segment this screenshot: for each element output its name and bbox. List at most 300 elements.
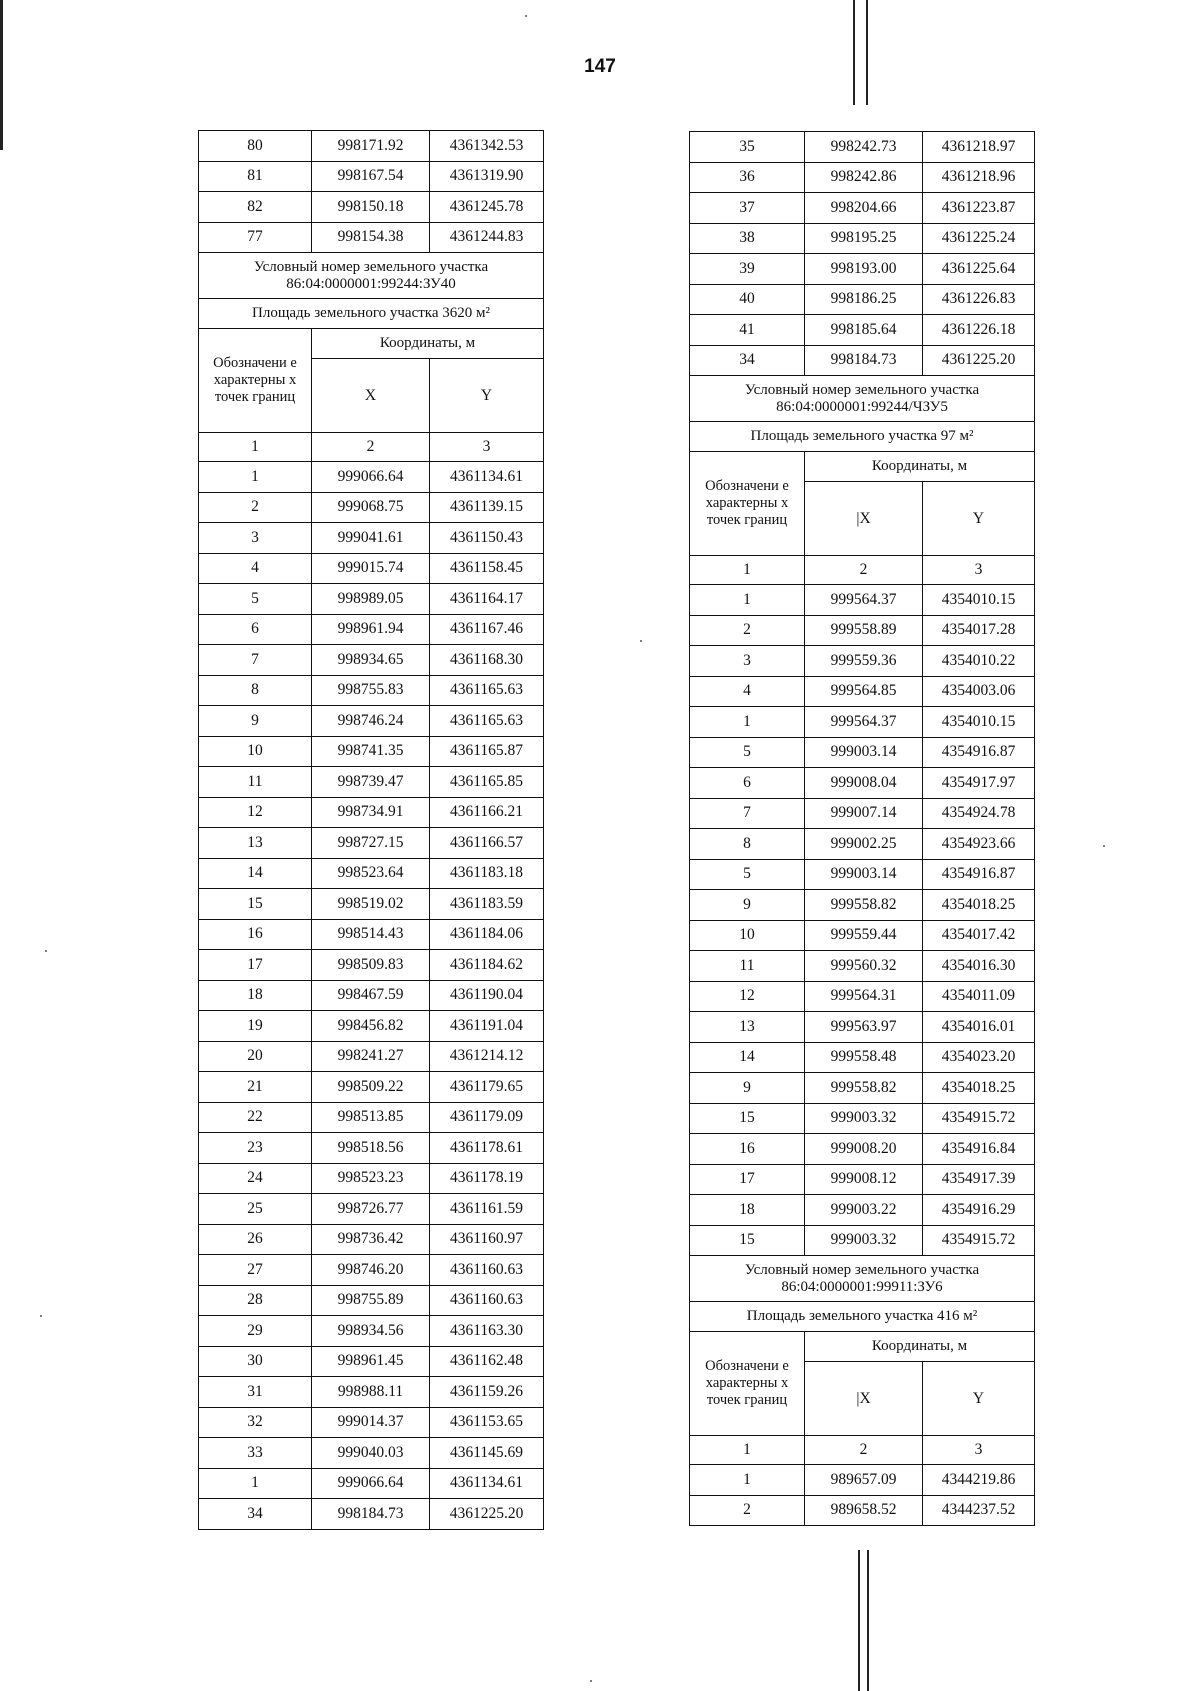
coordinate-x: 999007.14 (805, 798, 923, 829)
point-number: 9 (199, 706, 312, 737)
coordinate-x: 999003.32 (805, 1103, 923, 1134)
coordinate-y: 4361166.57 (430, 828, 544, 859)
coordinate-x: 998518.56 (312, 1133, 430, 1164)
coordinate-y: 4361159.26 (430, 1377, 544, 1408)
header-designation: Обозначени е характерны х точек границ (199, 329, 312, 433)
table-row (199, 767, 544, 798)
table-row (690, 646, 1035, 677)
table-row (199, 161, 544, 192)
coordinate-x: 998961.45 (312, 1346, 430, 1377)
table-row (690, 585, 1035, 616)
coordinate-y: 4361183.18 (430, 858, 544, 889)
coordinate-x: 998746.24 (312, 706, 430, 737)
coordinate-x: 999014.37 (312, 1407, 430, 1438)
table-row (690, 223, 1035, 254)
point-number: 5 (199, 584, 312, 615)
coordinate-y: 4361160.97 (430, 1224, 544, 1255)
right-coordinates-table (689, 131, 1035, 1526)
coordinate-x: 998167.54 (312, 161, 430, 192)
column-number: 3 (923, 1436, 1035, 1465)
column-number: 1 (199, 433, 312, 462)
coordinate-y: 4361165.63 (430, 675, 544, 706)
table-row (199, 675, 544, 706)
coordinate-x: 998523.23 (312, 1163, 430, 1194)
parcel-area-row (690, 1302, 1035, 1332)
coordinate-y: 4361153.65 (430, 1407, 544, 1438)
point-number: 10 (199, 736, 312, 767)
coordinate-x: 999008.12 (805, 1164, 923, 1195)
table-row (199, 1346, 544, 1377)
table-row (690, 162, 1035, 193)
point-number: 14 (690, 1042, 805, 1073)
point-number: 1 (690, 585, 805, 616)
point-number: 24 (199, 1163, 312, 1194)
parcel-area: Площадь земельного участка 3620 м² (199, 299, 544, 329)
coordinate-y: 4354016.30 (923, 951, 1035, 982)
table-row (690, 859, 1035, 890)
table-row (690, 1042, 1035, 1073)
point-number: 1 (199, 1468, 312, 1499)
table-row (690, 1195, 1035, 1226)
point-number: 40 (690, 284, 805, 315)
coordinate-y: 4361190.04 (430, 980, 544, 1011)
point-number: 13 (690, 1012, 805, 1043)
scan-binding-line (858, 1550, 860, 1691)
coordinate-x: 999558.89 (805, 615, 923, 646)
point-number: 32 (199, 1407, 312, 1438)
page-number: 147 (584, 56, 616, 77)
point-number: 5 (690, 737, 805, 768)
point-number: 1 (199, 462, 312, 493)
coordinate-y: 4361218.97 (923, 132, 1035, 163)
table-row (199, 584, 544, 615)
coordinate-y: 4361165.85 (430, 767, 544, 798)
table-row (690, 315, 1035, 346)
column-number: 3 (923, 556, 1035, 585)
table-row (690, 1012, 1035, 1043)
coordinate-y: 4361319.90 (430, 161, 544, 192)
header-y: Y (430, 359, 544, 433)
coordinate-x: 998739.47 (312, 767, 430, 798)
point-number: 81 (199, 161, 312, 192)
scan-speck (40, 1315, 42, 1317)
coordinate-x: 999068.75 (312, 492, 430, 523)
coordinate-y: 4361179.65 (430, 1072, 544, 1103)
coordinate-x: 999003.32 (805, 1225, 923, 1256)
parcel-cadastral-number: 86:04:0000001:99911:ЗУ6 (781, 1278, 943, 1295)
point-number: 20 (199, 1041, 312, 1072)
table-row (690, 345, 1035, 376)
point-number: 17 (199, 950, 312, 981)
coordinate-y: 4361225.24 (923, 223, 1035, 254)
column-number-row (690, 1436, 1035, 1465)
point-number: 10 (690, 920, 805, 951)
coordinate-y: 4361134.61 (430, 462, 544, 493)
table-row (690, 676, 1035, 707)
point-number: 29 (199, 1316, 312, 1347)
table-row (199, 1377, 544, 1408)
point-number: 25 (199, 1194, 312, 1225)
point-number: 38 (690, 223, 805, 254)
coordinate-y: 4361165.63 (430, 706, 544, 737)
point-number: 35 (690, 132, 805, 163)
coordinate-y: 4354915.72 (923, 1103, 1035, 1134)
coordinate-x: 998934.56 (312, 1316, 430, 1347)
table-row (690, 284, 1035, 315)
parcel-title (690, 376, 1035, 422)
column-number: 2 (805, 556, 923, 585)
coordinate-x: 998509.83 (312, 950, 430, 981)
coordinate-y: 4354017.28 (923, 615, 1035, 646)
column-number: 1 (690, 1436, 805, 1465)
header-coordinates: Координаты, м (805, 452, 1035, 482)
coordinate-x: 999564.31 (805, 981, 923, 1012)
point-number: 77 (199, 222, 312, 253)
point-number: 15 (690, 1225, 805, 1256)
coordinate-y: 4361160.63 (430, 1285, 544, 1316)
coordinate-x: 998204.66 (805, 193, 923, 224)
coordinate-x: 998734.91 (312, 797, 430, 828)
table-row (690, 132, 1035, 163)
table-row (199, 1499, 544, 1530)
table-row (690, 1465, 1035, 1496)
table-row (690, 1225, 1035, 1256)
table-row (199, 523, 544, 554)
coordinate-x: 998988.11 (312, 1377, 430, 1408)
point-number: 5 (690, 859, 805, 890)
table-row (199, 950, 544, 981)
table-row (690, 890, 1035, 921)
coordinate-x: 999003.14 (805, 737, 923, 768)
parcel-area-row (199, 299, 544, 329)
coordinate-y: 4361166.21 (430, 797, 544, 828)
table-row (199, 1468, 544, 1499)
table-row (199, 980, 544, 1011)
point-number: 7 (690, 798, 805, 829)
coordinate-y: 4354016.01 (923, 1012, 1035, 1043)
point-number: 9 (690, 1073, 805, 1104)
coordinate-y: 4354917.97 (923, 768, 1035, 799)
coordinate-y: 4354010.15 (923, 707, 1035, 738)
scan-speck (1103, 845, 1105, 847)
point-number: 13 (199, 828, 312, 859)
coordinate-y: 4354018.25 (923, 890, 1035, 921)
coordinate-x: 998513.85 (312, 1102, 430, 1133)
table-row (199, 1072, 544, 1103)
table-row (199, 645, 544, 676)
coordinate-x: 999559.44 (805, 920, 923, 951)
table-row (199, 462, 544, 493)
coordinate-x: 998184.73 (312, 1499, 430, 1530)
coordinate-y: 4354916.87 (923, 859, 1035, 890)
coordinate-y: 4361191.04 (430, 1011, 544, 1042)
coordinate-x: 999558.48 (805, 1042, 923, 1073)
coordinate-x: 989658.52 (805, 1495, 923, 1526)
coordinate-y: 4361214.12 (430, 1041, 544, 1072)
table-row (199, 706, 544, 737)
coordinate-y: 4361162.48 (430, 1346, 544, 1377)
coordinate-x: 998726.77 (312, 1194, 430, 1225)
table-row (199, 1255, 544, 1286)
coordinate-y: 4361163.30 (430, 1316, 544, 1347)
table-row (690, 1495, 1035, 1526)
scan-speck (590, 1680, 592, 1682)
parcel-area-row (690, 422, 1035, 452)
coordinate-x: 998150.18 (312, 192, 430, 223)
point-number: 11 (690, 951, 805, 982)
coordinate-x: 998727.15 (312, 828, 430, 859)
coordinate-x: 998171.92 (312, 131, 430, 162)
scan-binding-line (853, 0, 855, 105)
table-row (199, 919, 544, 950)
point-number: 18 (690, 1195, 805, 1226)
coordinate-x: 998456.82 (312, 1011, 430, 1042)
point-number: 34 (199, 1499, 312, 1530)
point-number: 12 (690, 981, 805, 1012)
table-row (199, 1407, 544, 1438)
table-row (690, 254, 1035, 285)
parcel-area: Площадь земельного участка 416 м² (690, 1302, 1035, 1332)
table-row (199, 1011, 544, 1042)
parcel-cadastral-number: 86:04:0000001:99244:ЗУ40 (286, 275, 456, 292)
point-number: 19 (199, 1011, 312, 1042)
coordinate-x: 999563.97 (805, 1012, 923, 1043)
coordinate-y: 4354915.72 (923, 1225, 1035, 1256)
coordinate-y: 4354010.15 (923, 585, 1035, 616)
point-number: 15 (690, 1103, 805, 1134)
coordinate-x: 998755.83 (312, 675, 430, 706)
coordinate-x: 998961.94 (312, 614, 430, 645)
table-row (199, 192, 544, 223)
coordinate-y: 4344237.52 (923, 1495, 1035, 1526)
point-number: 17 (690, 1164, 805, 1195)
coordinate-y: 4361342.53 (430, 131, 544, 162)
scan-binding-line (866, 0, 868, 105)
table-row (690, 1164, 1035, 1195)
table-row (690, 707, 1035, 738)
scan-speck (640, 640, 642, 642)
table-row (199, 1194, 544, 1225)
coordinate-x: 999008.20 (805, 1134, 923, 1165)
coordinate-y: 4361178.19 (430, 1163, 544, 1194)
header-coordinates: Координаты, м (805, 1332, 1035, 1362)
coordinate-y: 4344219.86 (923, 1465, 1035, 1496)
header-designation: Обозначени е характерны х точек границ (690, 1332, 805, 1436)
table-row (690, 768, 1035, 799)
table-row (199, 1133, 544, 1164)
coordinate-y: 4361145.69 (430, 1438, 544, 1469)
table-row (199, 1285, 544, 1316)
coordinate-y: 4361184.62 (430, 950, 544, 981)
coordinate-x: 998184.73 (805, 345, 923, 376)
coordinate-y: 4354023.20 (923, 1042, 1035, 1073)
coordinate-y: 4361183.59 (430, 889, 544, 920)
point-number: 41 (690, 315, 805, 346)
table-row (690, 1103, 1035, 1134)
coordinate-y: 4354924.78 (923, 798, 1035, 829)
coordinate-y: 4361168.30 (430, 645, 544, 676)
point-number: 3 (690, 646, 805, 677)
header-coordinates: Координаты, м (312, 329, 544, 359)
coordinate-x: 998755.89 (312, 1285, 430, 1316)
table-row (199, 1316, 544, 1347)
column-number-row (690, 556, 1035, 585)
point-number: 82 (199, 192, 312, 223)
coordinate-y: 4361167.46 (430, 614, 544, 645)
point-number: 8 (690, 829, 805, 860)
coordinate-y: 4361225.20 (923, 345, 1035, 376)
coordinate-y: 4361164.17 (430, 584, 544, 615)
coordinate-x: 999003.14 (805, 859, 923, 890)
coordinate-y: 4361134.61 (430, 1468, 544, 1499)
parcel-title-row (199, 253, 544, 299)
point-number: 2 (690, 1495, 805, 1526)
table-row (690, 951, 1035, 982)
coordinate-x: 999040.03 (312, 1438, 430, 1469)
coordinate-y: 4361245.78 (430, 192, 544, 223)
point-number: 4 (199, 553, 312, 584)
point-number: 16 (690, 1134, 805, 1165)
point-number: 18 (199, 980, 312, 1011)
point-number: 28 (199, 1285, 312, 1316)
table-row (690, 1134, 1035, 1165)
coordinate-x: 999002.25 (805, 829, 923, 860)
point-number: 1 (690, 707, 805, 738)
point-number: 15 (199, 889, 312, 920)
point-number: 33 (199, 1438, 312, 1469)
coordinate-x: 999559.36 (805, 646, 923, 677)
point-number: 31 (199, 1377, 312, 1408)
point-number: 27 (199, 1255, 312, 1286)
coordinate-x: 999564.37 (805, 585, 923, 616)
parcel-title-row (690, 376, 1035, 422)
table-row (199, 889, 544, 920)
column-number: 2 (805, 1436, 923, 1465)
parcel-title (199, 253, 544, 299)
coordinate-y: 4361244.83 (430, 222, 544, 253)
header-row (199, 329, 544, 359)
point-number: 21 (199, 1072, 312, 1103)
point-number: 39 (690, 254, 805, 285)
coordinate-x: 998186.25 (805, 284, 923, 315)
table-row (199, 1102, 544, 1133)
table-row (690, 193, 1035, 224)
coordinate-x: 998193.00 (805, 254, 923, 285)
coordinate-y: 4354916.84 (923, 1134, 1035, 1165)
table-row (199, 1163, 544, 1194)
table-row (199, 553, 544, 584)
coordinate-x: 998746.20 (312, 1255, 430, 1286)
coordinate-y: 4354916.29 (923, 1195, 1035, 1226)
coordinate-x: 999564.37 (805, 707, 923, 738)
parcel-title-label: Условный номер земельного участка (744, 1261, 980, 1278)
header-row (690, 452, 1035, 482)
point-number: 26 (199, 1224, 312, 1255)
table-row (199, 1041, 544, 1072)
coordinate-x: 998509.22 (312, 1072, 430, 1103)
point-number: 16 (199, 919, 312, 950)
table-row (690, 737, 1035, 768)
table-row (690, 920, 1035, 951)
point-number: 8 (199, 675, 312, 706)
column-number-row (199, 433, 544, 462)
coordinate-y: 4361161.59 (430, 1194, 544, 1225)
coordinate-y: 4361225.64 (923, 254, 1035, 285)
coordinate-y: 4354917.39 (923, 1164, 1035, 1195)
coordinate-y: 4361178.61 (430, 1133, 544, 1164)
point-number: 2 (199, 492, 312, 523)
coordinate-y: 4354003.06 (923, 676, 1035, 707)
header-y: Y (923, 482, 1035, 556)
point-number: 80 (199, 131, 312, 162)
coordinate-x: 989657.09 (805, 1465, 923, 1496)
coordinate-y: 4361165.87 (430, 736, 544, 767)
coordinate-y: 4361139.15 (430, 492, 544, 523)
table-row (199, 858, 544, 889)
coordinate-x: 999560.32 (805, 951, 923, 982)
coordinate-y: 4361218.96 (923, 162, 1035, 193)
parcel-title-label: Условный номер земельного участка (253, 258, 489, 275)
table-row (199, 222, 544, 253)
point-number: 3 (199, 523, 312, 554)
table-row (199, 1438, 544, 1469)
header-x: |X (805, 482, 923, 556)
coordinate-x: 998241.27 (312, 1041, 430, 1072)
point-number: 34 (690, 345, 805, 376)
point-number: 2 (690, 615, 805, 646)
coordinate-y: 4354017.42 (923, 920, 1035, 951)
coordinate-y: 4354923.66 (923, 829, 1035, 860)
coordinate-x: 999558.82 (805, 1073, 923, 1104)
scan-speck (525, 15, 527, 17)
coordinate-x: 999564.85 (805, 676, 923, 707)
coordinate-x: 998519.02 (312, 889, 430, 920)
table-row (199, 614, 544, 645)
scan-speck (45, 950, 47, 952)
coordinate-y: 4354916.87 (923, 737, 1035, 768)
point-number: 11 (199, 767, 312, 798)
coordinate-x: 999041.61 (312, 523, 430, 554)
table-row (199, 797, 544, 828)
coordinate-x: 999008.04 (805, 768, 923, 799)
coordinate-y: 4361225.20 (430, 1499, 544, 1530)
coordinate-x: 998989.05 (312, 584, 430, 615)
coordinate-x: 998736.42 (312, 1224, 430, 1255)
point-number: 1 (690, 1465, 805, 1496)
header-x: |X (805, 1362, 923, 1436)
coordinate-x: 999015.74 (312, 553, 430, 584)
coordinate-y: 4361179.09 (430, 1102, 544, 1133)
coordinate-x: 998242.73 (805, 132, 923, 163)
table-row (690, 1073, 1035, 1104)
coordinate-x: 999066.64 (312, 1468, 430, 1499)
point-number: 7 (199, 645, 312, 676)
coordinate-y: 4361226.83 (923, 284, 1035, 315)
coordinate-y: 4354011.09 (923, 981, 1035, 1012)
coordinate-x: 998185.64 (805, 315, 923, 346)
coordinate-y: 4361158.45 (430, 553, 544, 584)
point-number: 6 (199, 614, 312, 645)
parcel-area: Площадь земельного участка 97 м² (690, 422, 1035, 452)
column-number: 1 (690, 556, 805, 585)
column-number: 3 (430, 433, 544, 462)
point-number: 12 (199, 797, 312, 828)
scan-binding-line (867, 1550, 869, 1691)
coordinate-x: 999003.22 (805, 1195, 923, 1226)
table-row (199, 736, 544, 767)
header-designation: Обозначени е характерны х точек границ (690, 452, 805, 556)
table-row (199, 1224, 544, 1255)
